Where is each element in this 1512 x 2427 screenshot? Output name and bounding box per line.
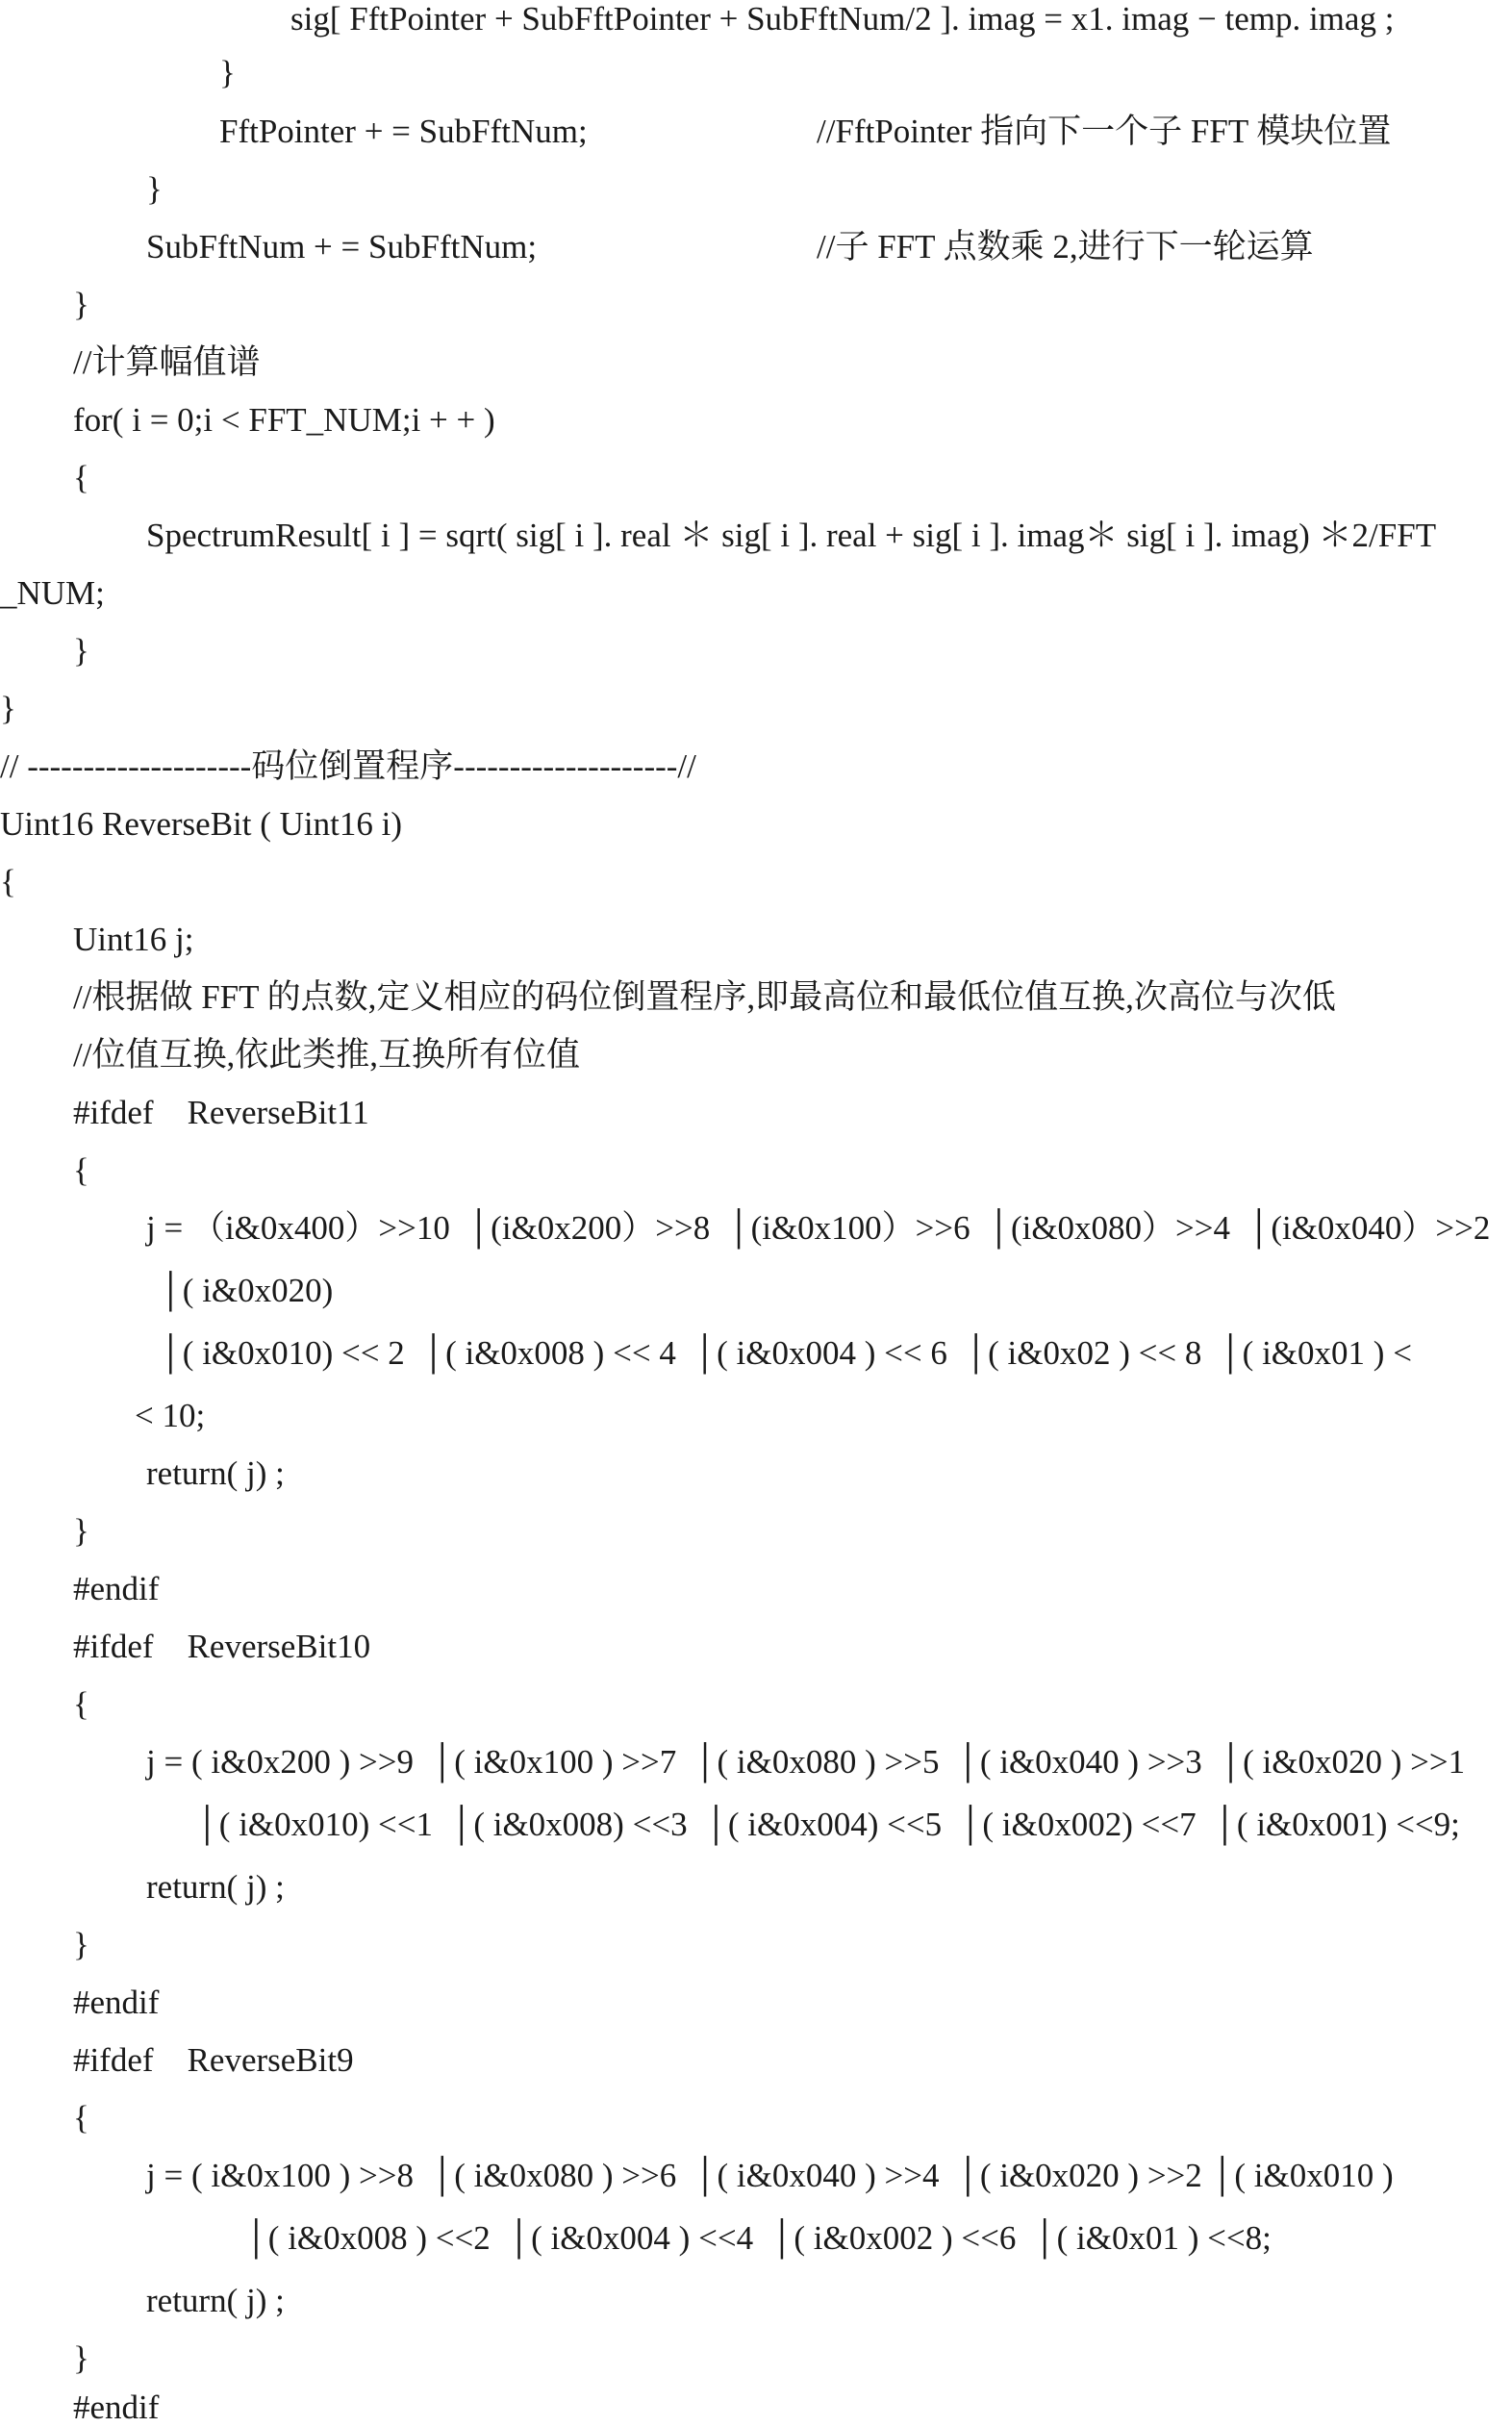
code-line: }	[73, 2339, 89, 2377]
code-line: SubFftNum + = SubFftNum;	[146, 228, 538, 265]
code-line: #endif	[73, 1984, 160, 2021]
code-line: │( i&0x020)	[159, 1272, 334, 1309]
code-line: return( j) ;	[146, 2282, 285, 2319]
code-line: }	[73, 632, 89, 670]
code-line: _NUM;	[0, 574, 105, 612]
code-line: #ifdef ReverseBit11	[73, 1094, 369, 1131]
code-line: return( j) ;	[146, 1868, 285, 1906]
code-line: }	[73, 1926, 89, 1963]
code-line: SpectrumResult[ i ] = sqrt( sig[ i ]. real ＊ sig[ i ]. real + sig[ i ]. imag＊ sig[ i ]. imag) ＊2/FFT	[146, 517, 1437, 554]
code-line: {	[73, 1151, 89, 1189]
code-line: Uint16 ReverseBit ( Uint16 i)	[0, 805, 403, 843]
code-line: #ifdef ReverseBit10	[73, 1628, 371, 1665]
code-line: │( i&0x008 ) <<2 │( i&0x004 ) <<4 │( i&0x002 ) <<6 │( i&0x01 ) <<8;	[244, 2219, 1272, 2257]
code-line: < 10;	[135, 1397, 206, 1434]
code-comment: //根据做 FFT 的点数,定义相应的码位倒置程序,即最高位和最低位值互换,次高位与次低	[73, 978, 1336, 1016]
code-line: {	[0, 863, 16, 900]
code-comment: // --------------------码位倒置程序--------------------//	[0, 747, 696, 785]
code-line: sig[ FftPointer + SubFftPointer + SubFftNum/2 ]. imag = x1. imag − temp. imag ;	[290, 0, 1395, 38]
code-line: │( i&0x010) <<1 │( i&0x008) <<3 │( i&0x004) <<5 │( i&0x002) <<7 │( i&0x001) <<9;	[195, 1806, 1460, 1843]
code-line: #ifdef ReverseBit9	[73, 2041, 354, 2079]
code-line: Uint16 j;	[73, 921, 194, 958]
code-line: }	[219, 54, 236, 91]
code-comment: //子 FFT 点数乘 2,进行下一轮运算	[817, 228, 1314, 265]
code-line: j = （i&0x400）>>10 │(i&0x200）>>8 │(i&0x100）>>6 │(i&0x080）>>4 │(i&0x040）>>2	[146, 1209, 1491, 1247]
code-line: │( i&0x010) << 2 │( i&0x008 ) << 4 │( i&0x004 ) << 6 │( i&0x02 ) << 8 │( i&0x01 ) <	[159, 1334, 1412, 1372]
code-line: j = ( i&0x200 ) >>9 │( i&0x100 ) >>7 │( i&0x080 ) >>5 │( i&0x040 ) >>3 │( i&0x020 ) >>1	[146, 1743, 1466, 1781]
code-comment: //FftPointer 指向下一个子 FFT 模块位置	[817, 113, 1392, 150]
code-line: #endif	[73, 1570, 160, 1607]
code-line: j = ( i&0x100 ) >>8 │( i&0x080 ) >>6 │( i&0x040 ) >>4 │( i&0x020 ) >>2 │( i&0x010 )	[146, 2157, 1394, 2194]
code-comment: //位值互换,依此类推,互换所有位值	[73, 1036, 580, 1074]
code-line: return( j) ;	[146, 1454, 285, 1492]
code-line: }	[146, 170, 163, 208]
code-line: {	[73, 459, 89, 496]
code-line: #endif	[73, 2389, 160, 2426]
code-line: for( i = 0;i < FFT_NUM;i + + )	[73, 401, 495, 439]
code-line: FftPointer + = SubFftNum;	[219, 113, 588, 150]
code-line: {	[73, 2099, 89, 2136]
code-line: }	[73, 286, 89, 323]
code-line: }	[0, 690, 16, 727]
code-line: {	[73, 1685, 89, 1723]
code-comment: //计算幅值谱	[73, 343, 261, 381]
code-line: }	[73, 1512, 89, 1550]
